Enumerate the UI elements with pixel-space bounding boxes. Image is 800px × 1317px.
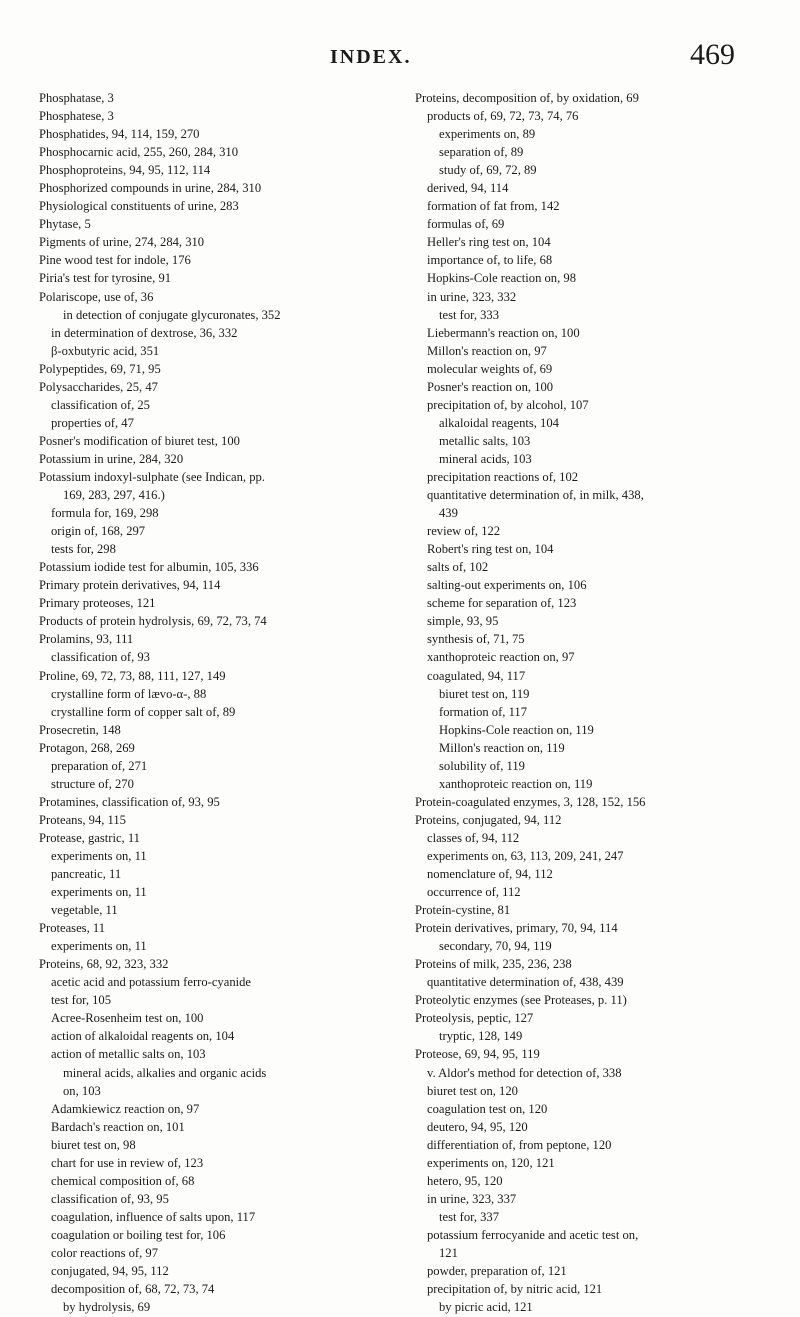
index-entry: coagulation test on, 120 bbox=[427, 1101, 548, 1116]
index-entry: mineral acids, 103 bbox=[439, 451, 532, 466]
index-entry: Heller's ring test on, 104 bbox=[427, 235, 551, 250]
index-entry: mineral acids, alkalies and organic acids bbox=[63, 1065, 267, 1080]
index-entry: Polariscope, use of, 36 bbox=[39, 289, 154, 304]
index-entry: quantitative determination of, 438, 439 bbox=[427, 975, 624, 990]
index-entry: in urine, 323, 332 bbox=[427, 289, 517, 304]
index-entry: experiments on, 11 bbox=[51, 939, 147, 954]
index-entry: secondary, 70, 94, 119 bbox=[439, 939, 552, 954]
index-entry: alkaloidal reagents, 104 bbox=[439, 415, 559, 430]
index-entry: molecular weights of, 69 bbox=[427, 361, 553, 376]
index-entry: Millon's reaction on, 119 bbox=[439, 740, 565, 755]
index-entry: formation of fat from, 142 bbox=[427, 199, 560, 214]
index-entry: biuret test on, 120 bbox=[427, 1083, 518, 1098]
index-entry: conjugated, 94, 95, 112 bbox=[51, 1264, 169, 1279]
index-entry: synthesis of, 71, 75 bbox=[427, 632, 525, 647]
index-entry: review of, 122 bbox=[427, 524, 501, 539]
index-entry: Potassium iodide test for albumin, 105, 336 bbox=[39, 560, 259, 575]
index-entry: Protein-cystine, 81 bbox=[415, 903, 511, 918]
index-entry: precipitation of, by alcohol, 107 bbox=[427, 397, 589, 412]
index-entry: classification of, 25 bbox=[51, 397, 150, 412]
index-entry: v. Aldor's method for detection of, 338 bbox=[427, 1065, 622, 1080]
index-entry: 121 bbox=[439, 1246, 458, 1260]
index-entry: Proteolytic enzymes (see Proteases, p. 11) bbox=[415, 993, 627, 1008]
index-entry: coagulated, 94, 117 bbox=[427, 668, 526, 683]
index-entry: Posner's reaction on, 100 bbox=[427, 379, 554, 394]
index-entry: formulas of, 69 bbox=[427, 217, 505, 232]
index-entry: products of, 69, 72, 73, 74, 76 bbox=[427, 109, 579, 124]
index-entry: test for, 105 bbox=[51, 993, 112, 1008]
index-entry: deutero, 94, 95, 120 bbox=[427, 1119, 528, 1134]
index-entry: 439 bbox=[439, 506, 458, 521]
index-entry: Products of protein hydrolysis, 69, 72, 73, 74 bbox=[39, 614, 267, 629]
index-column-right bbox=[415, 89, 783, 1316]
index-entry: test for, 333 bbox=[439, 307, 500, 322]
index-entry: vegetable, 11 bbox=[51, 903, 118, 918]
index-entry: classification of, 93 bbox=[51, 650, 150, 665]
index-entry: scheme for separation of, 123 bbox=[427, 596, 577, 611]
index-entry: Phosphoproteins, 94, 95, 112, 114 bbox=[39, 163, 211, 178]
index-entry: coagulation or boiling test for, 106 bbox=[51, 1227, 226, 1242]
index-entry: Acree-Rosenheim test on, 100 bbox=[51, 1011, 204, 1026]
index-entry: study of, 69, 72, 89 bbox=[439, 163, 537, 178]
index-entry: Posner's modification of biuret test, 100 bbox=[39, 433, 240, 448]
index-entry: chemical composition of, 68 bbox=[51, 1173, 195, 1188]
index-entry: classes of, 94, 112 bbox=[427, 830, 520, 845]
index-entry: Protease, gastric, 11 bbox=[39, 830, 140, 845]
index-entry: Bardach's reaction on, 101 bbox=[51, 1119, 185, 1134]
index-entry: solubility of, 119 bbox=[439, 758, 525, 773]
index-entry: color reactions of, 97 bbox=[51, 1246, 159, 1260]
index-entry: Polysaccharides, 25, 47 bbox=[39, 379, 158, 394]
index-entry: Pigments of urine, 274, 284, 310 bbox=[39, 235, 205, 250]
index-entry: crystalline form of copper salt of, 89 bbox=[51, 704, 236, 719]
index-entry: Phosphocarnic acid, 255, 260, 284, 310 bbox=[39, 145, 239, 160]
index-entry: salts of, 102 bbox=[427, 560, 489, 575]
index-entry: metallic salts, 103 bbox=[439, 433, 531, 448]
index-entry: on, 103 bbox=[63, 1083, 101, 1098]
index-entry: Protein-coagulated enzymes, 3, 128, 152, 156 bbox=[415, 794, 646, 809]
index-entry: action of alkaloidal reagents on, 104 bbox=[51, 1029, 235, 1044]
index-entry: crystalline form of lævo-α-, 88 bbox=[51, 686, 207, 701]
index-entry: Protamines, classification of, 93, 95 bbox=[39, 794, 220, 809]
index-entry: Millon's reaction on, 97 bbox=[427, 343, 547, 358]
index-entry: in detection of conjugate glycuronates, 352 bbox=[63, 307, 281, 322]
index-entry: Prosecretin, 148 bbox=[39, 722, 121, 737]
running-title: INDEX. bbox=[330, 46, 412, 68]
index-entry: tests for, 298 bbox=[51, 542, 116, 557]
index-entry: nomenclature of, 94, 112 bbox=[427, 867, 553, 882]
index-entry: Protagon, 268, 269 bbox=[39, 740, 135, 755]
index-entry: coagulation, influence of salts upon, 117 bbox=[51, 1209, 256, 1224]
index-entry: quantitative determination of, in milk, 438, bbox=[427, 488, 644, 503]
index-entry: Hopkins-Cole reaction on, 98 bbox=[427, 271, 576, 286]
index-entry: Phosphorized compounds in urine, 284, 310 bbox=[39, 181, 262, 196]
index-entry: Protein derivatives, primary, 70, 94, 114 bbox=[415, 921, 618, 936]
index-column-left bbox=[39, 89, 405, 1316]
index-entry: pancreatic, 11 bbox=[51, 867, 122, 882]
index-entry: preparation of, 271 bbox=[51, 758, 148, 773]
index-entry: by picric acid, 121 bbox=[439, 1300, 533, 1315]
index-entry: formation of, 117 bbox=[439, 704, 528, 719]
index-entry: Prolamins, 93, 111 bbox=[39, 632, 134, 647]
index-entry: Adamkiewicz reaction on, 97 bbox=[51, 1101, 200, 1116]
index-entry: 169, 283, 297, 416.) bbox=[63, 488, 165, 503]
index-entry: Phosphatides, 94, 114, 159, 270 bbox=[39, 127, 200, 142]
index-entry: Proteins, conjugated, 94, 112 bbox=[415, 812, 562, 827]
index-entry: potassium ferrocyanide and acetic test on, bbox=[427, 1227, 639, 1242]
index-entry: Polypeptides, 69, 71, 95 bbox=[39, 361, 161, 376]
index-entry: Phosphatese, 3 bbox=[39, 109, 114, 124]
index-entry: Proteins, 68, 92, 323, 332 bbox=[39, 957, 169, 972]
index-entry: decomposition of, 68, 72, 73, 74 bbox=[51, 1282, 215, 1297]
index-entry: Proteases, 11 bbox=[39, 921, 105, 936]
index-entry: Potassium indoxyl-sulphate (see Indican, pp. bbox=[39, 469, 265, 484]
index-entry: properties of, 47 bbox=[51, 415, 134, 430]
index-entry: in urine, 323, 337 bbox=[427, 1191, 517, 1206]
index-entry: Liebermann's reaction on, 100 bbox=[427, 325, 580, 340]
index-entry: Potassium in urine, 284, 320 bbox=[39, 451, 184, 466]
index-entry: test for, 337 bbox=[439, 1209, 500, 1224]
page-number: 469 bbox=[690, 38, 735, 71]
index-entry: tryptic, 128, 149 bbox=[439, 1029, 523, 1044]
index-entry: formula for, 169, 298 bbox=[51, 506, 159, 521]
index-entry: by hydrolysis, 69 bbox=[63, 1300, 151, 1315]
index-entry: Proline, 69, 72, 73, 88, 111, 127, 149 bbox=[39, 668, 226, 683]
index-entry: Proteose, 69, 94, 95, 119 bbox=[415, 1047, 540, 1062]
index-entry: Pine wood test for indole, 176 bbox=[39, 253, 191, 268]
index-entry: Physiological constituents of urine, 283 bbox=[39, 199, 239, 214]
index-entry: differentiation of, from peptone, 120 bbox=[427, 1137, 612, 1152]
index-entry: Proteolysis, peptic, 127 bbox=[415, 1011, 534, 1026]
index-entry: Robert's ring test on, 104 bbox=[427, 542, 554, 557]
index-entry: experiments on, 89 bbox=[439, 127, 536, 142]
index-entry: origin of, 168, 297 bbox=[51, 524, 146, 539]
index-entry: simple, 93, 95 bbox=[427, 614, 499, 629]
index-entry: derived, 94, 114 bbox=[427, 181, 509, 196]
index-entry: precipitation reactions of, 102 bbox=[427, 469, 579, 484]
index-entry: in determination of dextrose, 36, 332 bbox=[51, 325, 238, 340]
index-entry: Proteins of milk, 235, 236, 238 bbox=[415, 957, 572, 972]
index-entry: biuret test on, 98 bbox=[51, 1137, 136, 1152]
index-entry: powder, preparation of, 121 bbox=[427, 1264, 567, 1279]
index-entry: precipitation of, by nitric acid, 121 bbox=[427, 1282, 603, 1297]
index-entry: hetero, 95, 120 bbox=[427, 1173, 503, 1188]
index-entry: importance of, to life, 68 bbox=[427, 253, 553, 268]
index-entry: structure of, 270 bbox=[51, 776, 134, 791]
index-entry: action of metallic salts on, 103 bbox=[51, 1047, 206, 1062]
index-entry: xanthoproteic reaction on, 119 bbox=[439, 776, 593, 791]
index-entry: occurrence of, 112 bbox=[427, 885, 521, 900]
index-entry: experiments on, 63, 113, 209, 241, 247 bbox=[427, 848, 624, 863]
index-entry: Phytase, 5 bbox=[39, 217, 91, 232]
index-entry: biuret test on, 119 bbox=[439, 686, 530, 701]
index-entry: Proteans, 94, 115 bbox=[39, 812, 126, 827]
index-entry: chart for use in review of, 123 bbox=[51, 1155, 204, 1170]
index-entry: experiments on, 11 bbox=[51, 848, 147, 863]
index-entry: experiments on, 11 bbox=[51, 885, 147, 900]
index-entry: Proteins, decomposition of, by oxidation, 69 bbox=[415, 91, 639, 105]
index-entry: acetic acid and potassium ferro-cyanide bbox=[51, 975, 252, 990]
index-entry: Primary proteoses, 121 bbox=[39, 596, 156, 611]
index-entry: β-oxbutyric acid, 351 bbox=[51, 343, 160, 358]
index-entry: Piria's test for tyrosine, 91 bbox=[39, 271, 172, 286]
index-entry: Primary protein derivatives, 94, 114 bbox=[39, 578, 221, 593]
index-entry: separation of, 89 bbox=[439, 145, 524, 160]
index-entry: classification of, 93, 95 bbox=[51, 1191, 169, 1206]
index-entry: experiments on, 120, 121 bbox=[427, 1155, 555, 1170]
index-entry: salting-out experiments on, 106 bbox=[427, 578, 587, 593]
index-entry: xanthoproteic reaction on, 97 bbox=[427, 650, 575, 665]
index-entry: Phosphatase, 3 bbox=[39, 91, 114, 105]
index-entry: Hopkins-Cole reaction on, 119 bbox=[439, 722, 594, 737]
